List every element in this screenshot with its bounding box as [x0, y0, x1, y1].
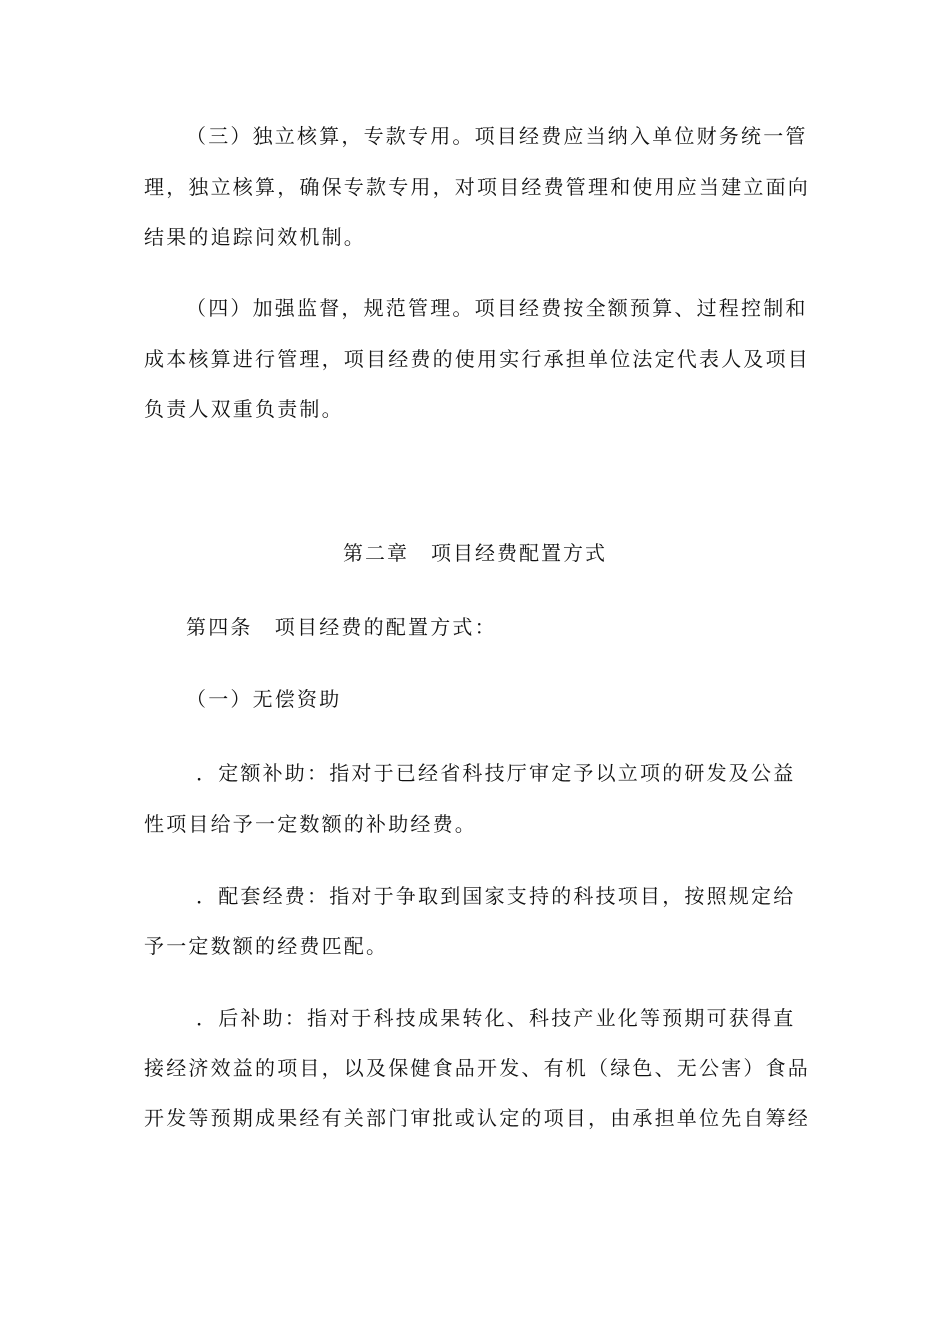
chapter-title: 第二章 项目经费配置方式: [343, 541, 607, 565]
matching-funds-line-1: ．配套经费：指对于争取到国家支持的科技项目，按照规定给: [196, 884, 796, 908]
paragraph-3-line-2: 理，独立核算，确保专款专用，对项目经费管理和使用应当建立面向: [144, 175, 810, 199]
paragraph-3-line-1: （三）独立核算，专款专用。项目经费应当纳入单位财务统一管: [186, 124, 808, 148]
paragraph-4-line-1: （四）加强监督，规范管理。项目经费按全额预算、过程控制和: [186, 296, 808, 320]
quota-subsidy-line-1: ．定额补助：指对于已经省科技厅审定予以立项的研发及公益: [196, 761, 796, 785]
paragraph-3-line-3: 结果的追踪问效机制。: [144, 225, 366, 249]
section-1-heading: （一）无偿资助: [186, 687, 342, 711]
article-4-heading: 第四条 项目经费的配置方式：: [186, 615, 497, 639]
paragraph-4-line-3: 负责人双重负责制。: [144, 397, 344, 421]
quota-subsidy-line-2: 性项目给予一定数额的补助经费。: [144, 812, 477, 836]
post-subsidy-line-1: ．后补助：指对于科技成果转化、科技产业化等预期可获得直: [196, 1006, 796, 1030]
post-subsidy-line-3: 开发等预期成果经有关部门审批或认定的项目，由承担单位先自筹经: [144, 1106, 810, 1130]
post-subsidy-line-2: 接经济效益的项目，以及保健食品开发、有机（绿色、无公害）食品: [144, 1056, 810, 1080]
matching-funds-line-2: 予一定数额的经费匹配。: [144, 934, 389, 958]
paragraph-4-line-2: 成本核算进行管理，项目经费的使用实行承担单位法定代表人及项目: [144, 347, 810, 371]
